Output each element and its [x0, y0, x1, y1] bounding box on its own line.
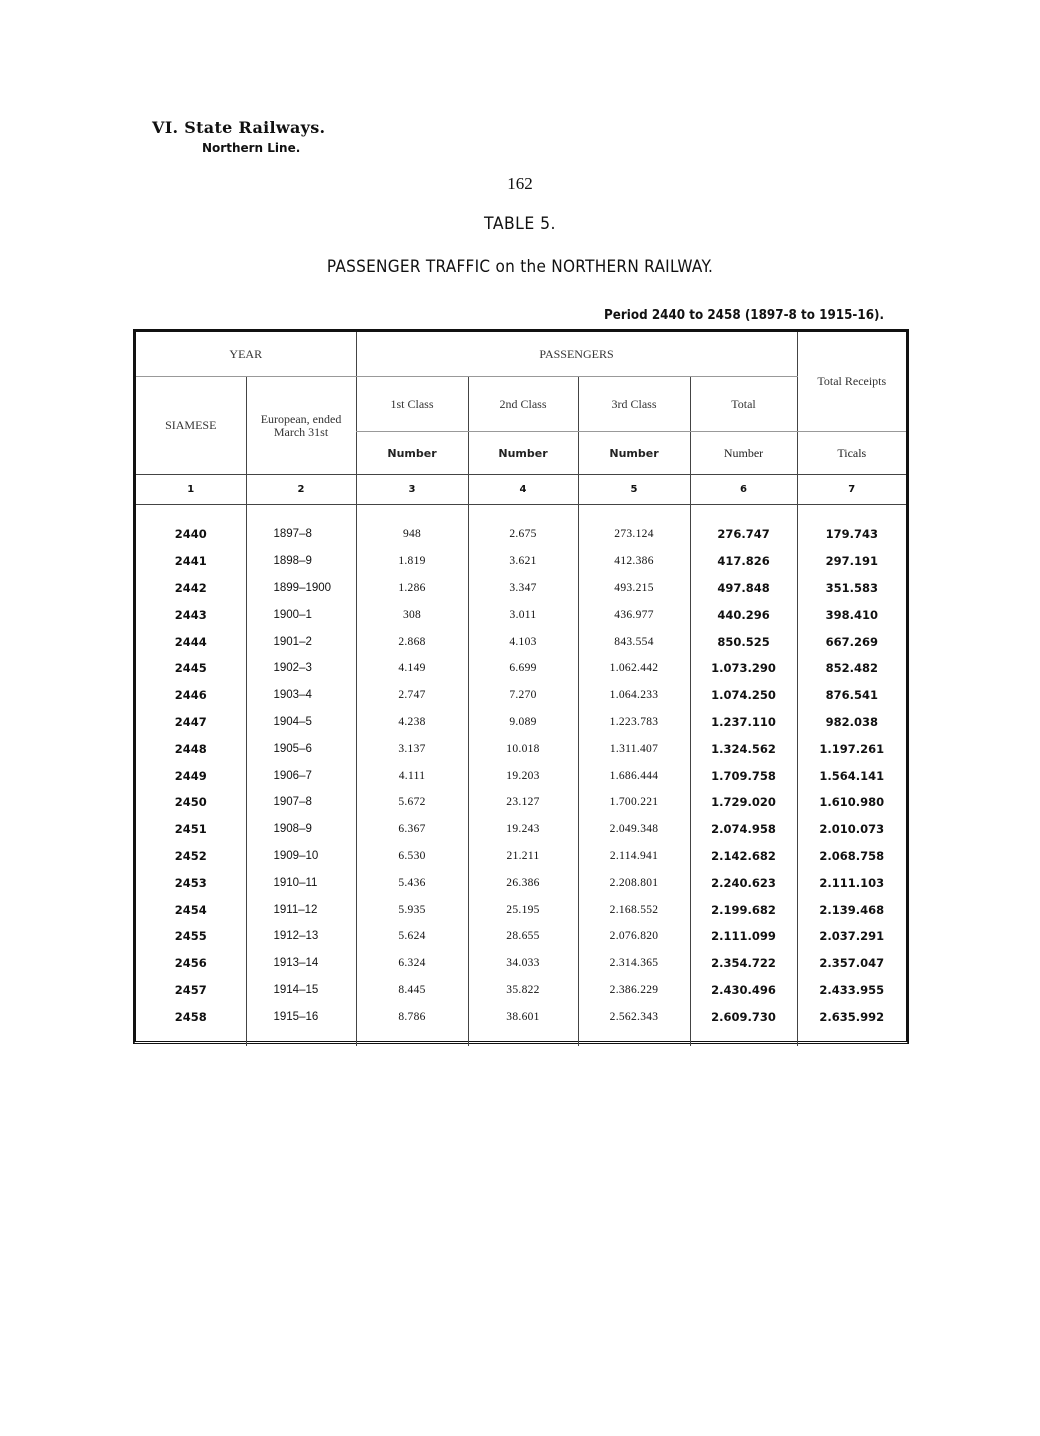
european-year-cell: 1910–11: [246, 869, 356, 896]
total-cell: 1.073.290: [690, 655, 797, 682]
receipts-cell: 1.564.141: [797, 762, 906, 789]
siamese-cell: 2458: [174, 1009, 207, 1024]
column-number-row: [136, 475, 906, 505]
passengers-group-header: PASSENGERS: [356, 332, 797, 377]
subsection-heading: Northern Line.: [202, 141, 301, 155]
third-class-cell: 2.168.552: [578, 896, 690, 923]
third-class-cell: 412.386: [578, 548, 690, 575]
third-class-cell: 1.700.221: [578, 789, 690, 816]
total-cell: 417.826: [690, 548, 797, 575]
column-number: 1: [136, 475, 246, 505]
third-class-cell: 273.124: [578, 521, 690, 548]
section-heading: VI. State Railways.: [152, 118, 326, 137]
third-class-cell: 1.064.233: [578, 682, 690, 709]
first-class-cell: 6.530: [356, 843, 468, 870]
second-class-cell: 26.386: [468, 869, 578, 896]
page-number: 162: [507, 174, 533, 193]
table-row: [136, 762, 906, 789]
second-class-cell: 7.270: [468, 682, 578, 709]
total-cell: 2.111.099: [690, 923, 797, 950]
table-row: [136, 521, 906, 548]
third-class-cell: 2.314.365: [578, 950, 690, 977]
third-class-cell: 2.076.820: [578, 923, 690, 950]
second-class-cell: 38.601: [468, 1003, 578, 1030]
siamese-cell: 2448: [174, 741, 207, 756]
receipts-cell: 1.197.261: [797, 735, 906, 762]
unit-third-class: Number: [578, 432, 690, 475]
table-row: [136, 548, 906, 575]
first-class-cell: 4.149: [356, 655, 468, 682]
table-title: TABLE 5.: [484, 214, 556, 234]
siamese-cell: 2449: [174, 768, 207, 783]
second-class-cell: 3.347: [468, 575, 578, 602]
third-class-cell: 1.223.783: [578, 709, 690, 736]
first-class-cell: 8.786: [356, 1003, 468, 1030]
second-class-cell: 3.011: [468, 601, 578, 628]
first-class-cell: 308: [356, 601, 468, 628]
european-year-cell: 1909–10: [246, 843, 356, 870]
total-cell: 1.074.250: [690, 682, 797, 709]
data-table: [136, 332, 906, 1046]
european-year-cell: 1913–14: [246, 950, 356, 977]
first-class-cell: 8.445: [356, 977, 468, 1004]
second-class-cell: 2.675: [468, 521, 578, 548]
receipts-cell: 1.610.980: [797, 789, 906, 816]
total-cell: 2.199.682: [690, 896, 797, 923]
table-row: [136, 1003, 906, 1030]
second-class-cell: 23.127: [468, 789, 578, 816]
table-row: [136, 628, 906, 655]
second-class-cell: 9.089: [468, 709, 578, 736]
european-year-cell: 1905–6: [246, 735, 356, 762]
receipts-cell: 2.139.468: [797, 896, 906, 923]
second-class-cell: 3.621: [468, 548, 578, 575]
receipts-cell: 2.635.992: [797, 1003, 906, 1030]
european-year-cell: 1914–15: [246, 977, 356, 1004]
first-class-cell: 2.747: [356, 682, 468, 709]
receipts-cell: 2.037.291: [797, 923, 906, 950]
receipts-cell: 2.111.103: [797, 869, 906, 896]
first-class-cell: 5.672: [356, 789, 468, 816]
total-cell: 2.609.730: [690, 1003, 797, 1030]
first-class-cell: 6.324: [356, 950, 468, 977]
table-row: [136, 869, 906, 896]
second-class-cell: 19.203: [468, 762, 578, 789]
siamese-cell: 2440: [174, 527, 207, 542]
column-number: 7: [797, 475, 906, 505]
receipts-cell: 982.038: [797, 709, 906, 736]
european-year-cell: 1915–16: [246, 1003, 356, 1030]
second-class-cell: 6.699: [468, 655, 578, 682]
total-cell: 2.240.623: [690, 869, 797, 896]
receipts-cell: 398.410: [797, 601, 906, 628]
receipts-cell: 2.433.955: [797, 977, 906, 1004]
total-cell: 497.848: [690, 575, 797, 602]
table-row: [136, 735, 906, 762]
table-row: [136, 682, 906, 709]
third-class-cell: 1.062.442: [578, 655, 690, 682]
table-row: [136, 709, 906, 736]
first-class-cell: 5.624: [356, 923, 468, 950]
third-class-cell: 843.554: [578, 628, 690, 655]
table-subtitle: PASSENGER TRAFFIC on the NORTHERN RAILWAY.: [326, 257, 714, 277]
column-number: 4: [468, 475, 578, 505]
total-cell: 276.747: [690, 521, 797, 548]
third-class-cell: 2.049.348: [578, 816, 690, 843]
european-year-cell: 1898–9: [246, 548, 356, 575]
first-class-cell: 6.367: [356, 816, 468, 843]
european-year-cell: 1903–4: [246, 682, 356, 709]
european-header: European, ended March 31st: [246, 377, 356, 475]
siamese-cell: 2457: [174, 982, 207, 997]
total-cell: 2.354.722: [690, 950, 797, 977]
third-class-cell: 1.311.407: [578, 735, 690, 762]
first-class-header: 1st Class: [356, 377, 468, 432]
first-class-cell: 948: [356, 521, 468, 548]
siamese-cell: 2445: [174, 661, 207, 676]
table-body: [136, 505, 906, 1047]
european-year-cell: 1906–7: [246, 762, 356, 789]
total-cell: 2.074.958: [690, 816, 797, 843]
passenger-traffic-table: [133, 329, 909, 1044]
total-cell: 440.296: [690, 601, 797, 628]
total-cell: 2.430.496: [690, 977, 797, 1004]
european-year-cell: 1912–13: [246, 923, 356, 950]
receipts-cell: 852.482: [797, 655, 906, 682]
siamese-cell: 2450: [174, 795, 207, 810]
receipts-cell: 351.583: [797, 575, 906, 602]
european-year-cell: 1900–1: [246, 601, 356, 628]
table-row: [136, 950, 906, 977]
column-number: 6: [690, 475, 797, 505]
third-class-cell: 2.562.343: [578, 1003, 690, 1030]
column-number: 5: [578, 475, 690, 505]
siamese-cell: 2441: [174, 554, 207, 569]
second-class-cell: 34.033: [468, 950, 578, 977]
total-cell: 1.729.020: [690, 789, 797, 816]
unit-second-class: Number: [468, 432, 578, 475]
second-class-cell: 35.822: [468, 977, 578, 1004]
total-cell: 1.709.758: [690, 762, 797, 789]
table-row: [136, 923, 906, 950]
european-year-cell: 1899–1900: [246, 575, 356, 602]
third-class-cell: 2.208.801: [578, 869, 690, 896]
european-year-cell: 1901–2: [246, 628, 356, 655]
total-receipts-header: Total Receipts: [797, 332, 906, 432]
period-note: Period 2440 to 2458 (1897-8 to 1915-16).: [604, 308, 885, 323]
receipts-cell: 667.269: [797, 628, 906, 655]
third-class-cell: 1.686.444: [578, 762, 690, 789]
european-year-cell: 1904–5: [246, 709, 356, 736]
unit-total: Number: [690, 432, 797, 475]
total-cell: 850.525: [690, 628, 797, 655]
receipts-cell: 876.541: [797, 682, 906, 709]
siamese-cell: 2447: [174, 714, 207, 729]
second-class-header: 2nd Class: [468, 377, 578, 432]
siamese-header: SIAMESE: [165, 418, 217, 432]
receipts-cell: 179.743: [797, 521, 906, 548]
third-class-cell: 2.386.229: [578, 977, 690, 1004]
unit-receipts: Ticals: [797, 432, 906, 475]
total-cell: 2.142.682: [690, 843, 797, 870]
second-class-cell: 28.655: [468, 923, 578, 950]
siamese-cell: 2453: [174, 875, 207, 890]
siamese-cell: 2452: [174, 848, 207, 863]
european-year-cell: 1911–12: [246, 896, 356, 923]
siamese-cell: 2442: [174, 580, 207, 595]
table-row: [136, 601, 906, 628]
second-class-cell: 19.243: [468, 816, 578, 843]
siamese-cell: 2443: [174, 607, 207, 622]
table-row: [136, 843, 906, 870]
first-class-cell: 5.935: [356, 896, 468, 923]
siamese-cell: 2454: [174, 902, 207, 917]
third-class-cell: 2.114.941: [578, 843, 690, 870]
unit-first-class: Number: [356, 432, 468, 475]
siamese-cell: 2444: [174, 634, 207, 649]
european-year-cell: 1908–9: [246, 816, 356, 843]
first-class-cell: 3.137: [356, 735, 468, 762]
second-class-cell: 4.103: [468, 628, 578, 655]
receipts-cell: 297.191: [797, 548, 906, 575]
first-class-cell: 5.436: [356, 869, 468, 896]
receipts-cell: 2.010.073: [797, 816, 906, 843]
table-row: [136, 789, 906, 816]
total-cell: 1.324.562: [690, 735, 797, 762]
receipts-cell: 2.357.047: [797, 950, 906, 977]
siamese-cell: 2455: [174, 929, 207, 944]
column-number: 2: [246, 475, 356, 505]
third-class-header: 3rd Class: [578, 377, 690, 432]
receipts-cell: 2.068.758: [797, 843, 906, 870]
table-row: [136, 977, 906, 1004]
siamese-cell: 2451: [174, 822, 207, 837]
table-row: [136, 896, 906, 923]
second-class-cell: 25.195: [468, 896, 578, 923]
first-class-cell: 4.111: [356, 762, 468, 789]
table-row: [136, 655, 906, 682]
second-class-cell: 10.018: [468, 735, 578, 762]
european-year-cell: 1902–3: [246, 655, 356, 682]
first-class-cell: 4.238: [356, 709, 468, 736]
table-row: [136, 575, 906, 602]
first-class-cell: 2.868: [356, 628, 468, 655]
siamese-cell: 2456: [174, 956, 207, 971]
table-row: [136, 816, 906, 843]
european-year-cell: 1897–8: [246, 521, 356, 548]
column-number: 3: [356, 475, 468, 505]
first-class-cell: 1.286: [356, 575, 468, 602]
second-class-cell: 21.211: [468, 843, 578, 870]
third-class-cell: 493.215: [578, 575, 690, 602]
total-header: Total: [690, 377, 797, 432]
european-year-cell: 1907–8: [246, 789, 356, 816]
third-class-cell: 436.977: [578, 601, 690, 628]
siamese-cell: 2446: [174, 688, 207, 703]
total-cell: 1.237.110: [690, 709, 797, 736]
year-group-header: YEAR: [136, 332, 356, 377]
first-class-cell: 1.819: [356, 548, 468, 575]
